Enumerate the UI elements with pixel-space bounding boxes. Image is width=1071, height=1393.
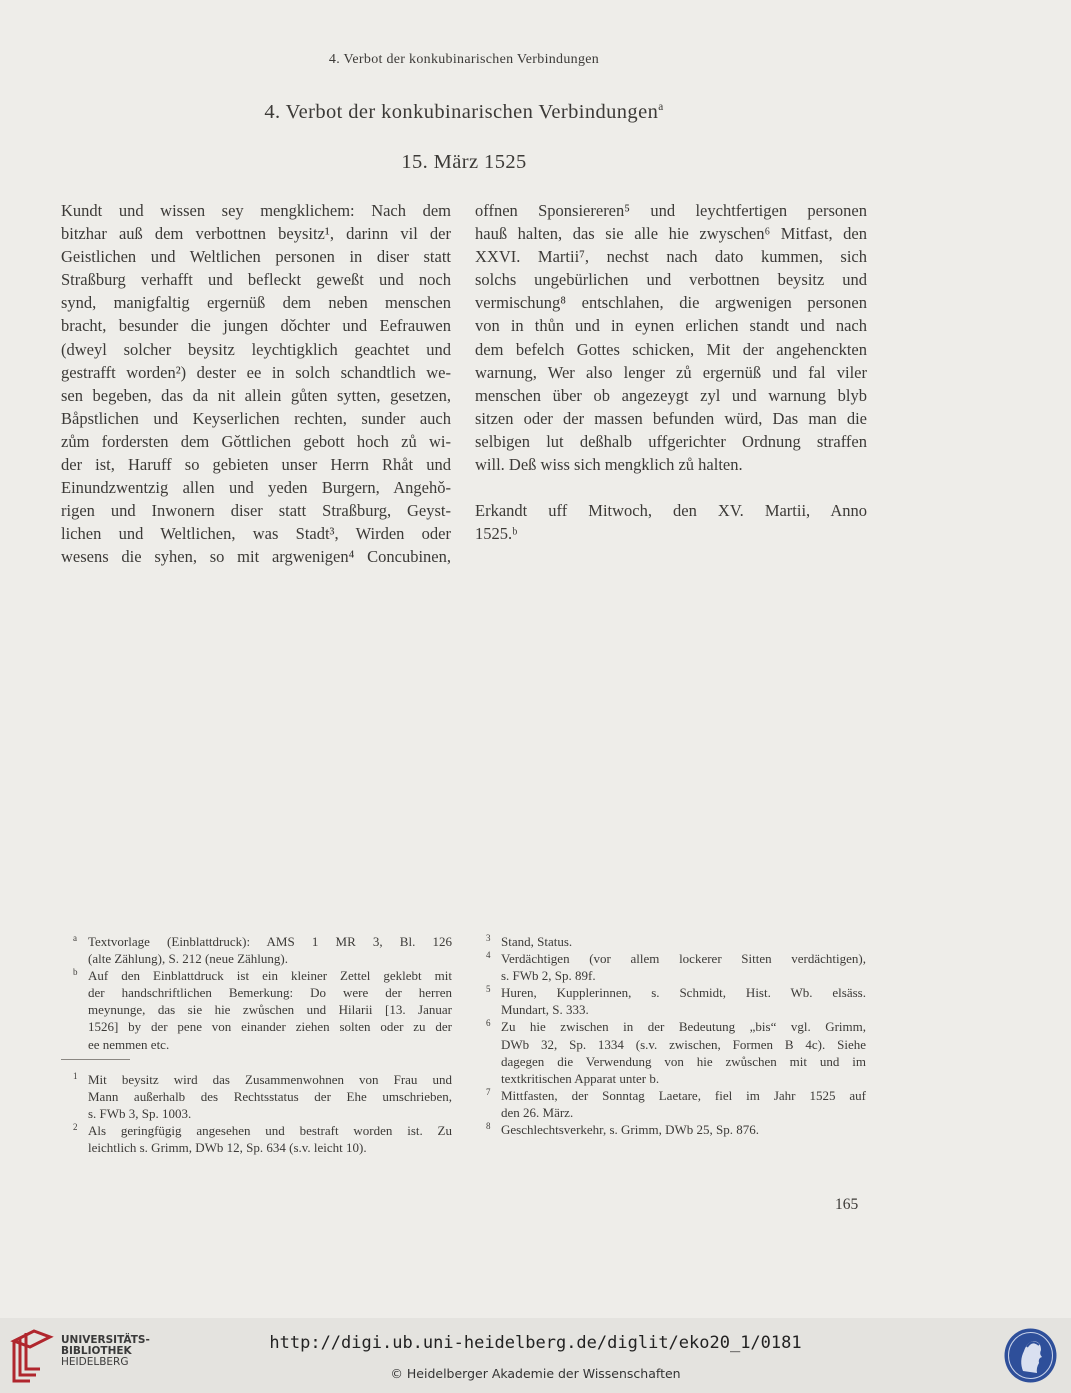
note-line: Textvorlage (Einblattdruck): AMS 1 MR 3, Bl. 126 bbox=[88, 934, 452, 949]
note-line: Huren, Kupplerinnen, s. Schmidt, Hist. Wb. elsäss. bbox=[501, 985, 866, 1001]
note-mark: 8 bbox=[486, 1121, 491, 1132]
text-line: Geistlichen und Weltlichen personen in diser statt bbox=[61, 247, 451, 267]
title-note-mark: a bbox=[658, 101, 664, 114]
textcrit-note-a bbox=[61, 933, 452, 967]
note-line: Zu hie zwischen in der Bedeutung „bis“ vgl. Grimm, bbox=[501, 1019, 866, 1035]
note-line: Mundart, S. 333. bbox=[501, 1002, 589, 1018]
text-line: hauß halten, das sie alle hie zwyschen⁶ Mitfast, den bbox=[475, 224, 867, 244]
section-date: 15. März 1525 bbox=[401, 151, 527, 173]
text-line: vermischung⁸ entschlahen, die argwenigen personen bbox=[475, 293, 867, 313]
section-title bbox=[0, 101, 928, 124]
text-line: selbigen lut deßhalb uffgerichter Ordnung straffen bbox=[475, 431, 867, 451]
text-line: Båpstlichen und Keyserlichen rechten, sunder auch bbox=[61, 408, 451, 428]
note-line: Mittfasten, der Sonntag Laetare, fiel im Jahr 1525 auf bbox=[501, 1087, 866, 1103]
footnote-6 bbox=[474, 1018, 866, 1086]
closing-line: Erkandt uff Mitwoch, den XV. Martii, Anno bbox=[475, 501, 867, 521]
note-line: textkritischen Apparat unter b. bbox=[501, 1070, 660, 1086]
note-mark: 7 bbox=[486, 1086, 491, 1097]
text-line: offnen Sponsiereren⁵ und leychtfertigen personen bbox=[475, 201, 867, 220]
text-line: von in thůn und in eynen erlichen standt und nach bbox=[475, 316, 867, 336]
left-text-column bbox=[61, 199, 451, 569]
library-name-line: HEIDELBERG bbox=[61, 1356, 129, 1368]
note-line: der handschriftlichen Bemerkung: Do were der herren bbox=[88, 985, 452, 1001]
note-line: meynunge, das sie hie zwůschen und Hilarii [13. Januar bbox=[88, 1002, 452, 1018]
text-line: zům fordersten dem Gǒttlichen gebott hoch zů wi- bbox=[61, 431, 451, 451]
footnote-8 bbox=[474, 1121, 866, 1138]
text-line: (dweyl solcher beysitz leychtigklich geachtet und bbox=[61, 339, 451, 359]
note-line: 1526] by der pene von einander ziehen solten oder zu der bbox=[88, 1019, 452, 1035]
text-line: sitzen oder der massen befunden würd, Das man die bbox=[475, 408, 867, 428]
text-line: menschen über ob angezeygt zyl und warnung blyb bbox=[475, 385, 867, 405]
note-line: Mann außerhalb des Rechtsstatus der Ehe umschrieben, bbox=[88, 1089, 452, 1105]
viewer-footer bbox=[0, 1318, 1071, 1393]
note-mark: 5 bbox=[486, 984, 491, 995]
text-line: will. Deß wiss sich mengklich zů halten. bbox=[475, 455, 743, 475]
footnote-3 bbox=[474, 933, 866, 950]
footnotes-left bbox=[61, 1071, 452, 1156]
textcrit-note-b bbox=[61, 967, 452, 1052]
text-line: wesens die syhen, so mit argwenigen⁴ Concubinen, bbox=[61, 547, 451, 567]
footnote-5 bbox=[474, 984, 866, 1018]
note-mark: 4 bbox=[486, 950, 491, 961]
footnote-7 bbox=[474, 1087, 866, 1121]
text-line: dem befelch Gottes schicken, Mit der angehenckten bbox=[475, 339, 867, 359]
note-mark: 3 bbox=[486, 933, 491, 943]
text-line: der ist, Haruff so gebieten unser Herrn Rhåt und bbox=[61, 455, 451, 475]
page-number: 165 bbox=[835, 1196, 859, 1213]
footnote-2 bbox=[61, 1122, 452, 1156]
note-line: dagegen die Verwendung von hie zwůschen mit und im bbox=[501, 1053, 866, 1069]
library-name-line: BIBLIOTHEK bbox=[61, 1345, 132, 1357]
textcrit-apparatus bbox=[61, 933, 452, 1053]
academy-seal-icon[interactable] bbox=[1003, 1327, 1058, 1384]
footnote-divider bbox=[61, 1059, 130, 1060]
footnote-4 bbox=[474, 950, 866, 984]
text-line: XXVI. Martii⁷, nechst nach dato kummen, sich bbox=[475, 247, 867, 267]
section-title-text: 4. Verbot der konkubinarischen Verbindungen bbox=[264, 101, 659, 123]
footnote-1 bbox=[61, 1071, 452, 1122]
note-mark: 1 bbox=[73, 1071, 78, 1081]
note-line: leichtlich s. Grimm, DWb 12, Sp. 634 (s.v. leicht 10). bbox=[88, 1140, 367, 1156]
text-line: synd, manigfaltig ergernüß dem neben menschen bbox=[61, 293, 451, 313]
note-line: s. FWb 3, Sp. 1003. bbox=[88, 1106, 192, 1122]
footnotes-right bbox=[474, 933, 866, 1138]
permalink-url[interactable]: http://digi.ub.uni-heidelberg.de/diglit/eko20_1/0181 bbox=[269, 1333, 802, 1353]
closing-line: 1525.ᵇ bbox=[475, 524, 518, 544]
text-line: bitzhar auß dem verbottnen beysitz¹, darinn vil der bbox=[61, 224, 451, 244]
text-line: lichen und Weltlichen, was Stadt³, Wirden oder bbox=[61, 524, 451, 544]
note-line: Stand, Status. bbox=[501, 934, 573, 949]
right-text-column bbox=[475, 199, 867, 545]
note-mark: a bbox=[73, 933, 77, 943]
note-line: Verdächtigen (vor allem lockerer Sitten verdächtigen), bbox=[501, 951, 866, 967]
note-line: s. FWb 2, Sp. 89f. bbox=[501, 968, 596, 984]
copyright-notice: © Heidelberger Akademie der Wissenschaften bbox=[390, 1366, 681, 1381]
note-line: Mit beysitz wird das Zusammenwohnen von Frau und bbox=[88, 1072, 452, 1087]
note-line: ee nemmen etc. bbox=[88, 1036, 170, 1052]
note-mark: b bbox=[73, 967, 78, 978]
note-mark: 6 bbox=[486, 1018, 491, 1029]
text-line: Einundzwentzig allen und yeden Burgern, Angehǒ- bbox=[61, 478, 451, 498]
text-line: bracht, besunder die jungen dǒchter und Eefrauwen bbox=[61, 316, 451, 336]
text-line: warnung, Wer also lenger zů ergernüß und fal viler bbox=[475, 362, 867, 382]
text-line: gestrafft worden²) dester ee in solch schandtlich we- bbox=[61, 362, 451, 382]
note-mark: 2 bbox=[73, 1122, 78, 1133]
text-line: Straßburg verhafft und befleckt geweßt und noch bbox=[61, 270, 451, 290]
note-line: DWb 32, Sp. 1334 (s.v. zwischen, Formen B 4c). Siehe bbox=[501, 1036, 866, 1052]
library-name-line: UNIVERSITÄTS- bbox=[61, 1334, 150, 1346]
note-line: Als geringfügig angesehen und bestraft worden ist. Zu bbox=[88, 1123, 452, 1139]
note-line: den 26. März. bbox=[501, 1104, 574, 1120]
text-line: Kundt und wissen sey mengklichem: Nach dem bbox=[61, 201, 451, 220]
note-line: Geschlechtsverkehr, s. Grimm, DWb 25, Sp. 876. bbox=[501, 1122, 759, 1138]
note-line: (alte Zählung), S. 212 (neue Zählung). bbox=[88, 951, 288, 967]
running-head: 4. Verbot der konkubinarischen Verbindungen bbox=[328, 52, 600, 67]
text-line: sen begeben, das da nit allein gůten sytten, gesetzen, bbox=[61, 385, 451, 405]
note-line: Auf den Einblattdruck ist ein kleiner Zettel geklebt mit bbox=[88, 968, 452, 984]
text-line: solchs ungebürlichen und verbottnen beysitz und bbox=[475, 270, 867, 290]
text-line: rigen und Inwonern diser statt Straßburg, Geyst- bbox=[61, 501, 451, 521]
